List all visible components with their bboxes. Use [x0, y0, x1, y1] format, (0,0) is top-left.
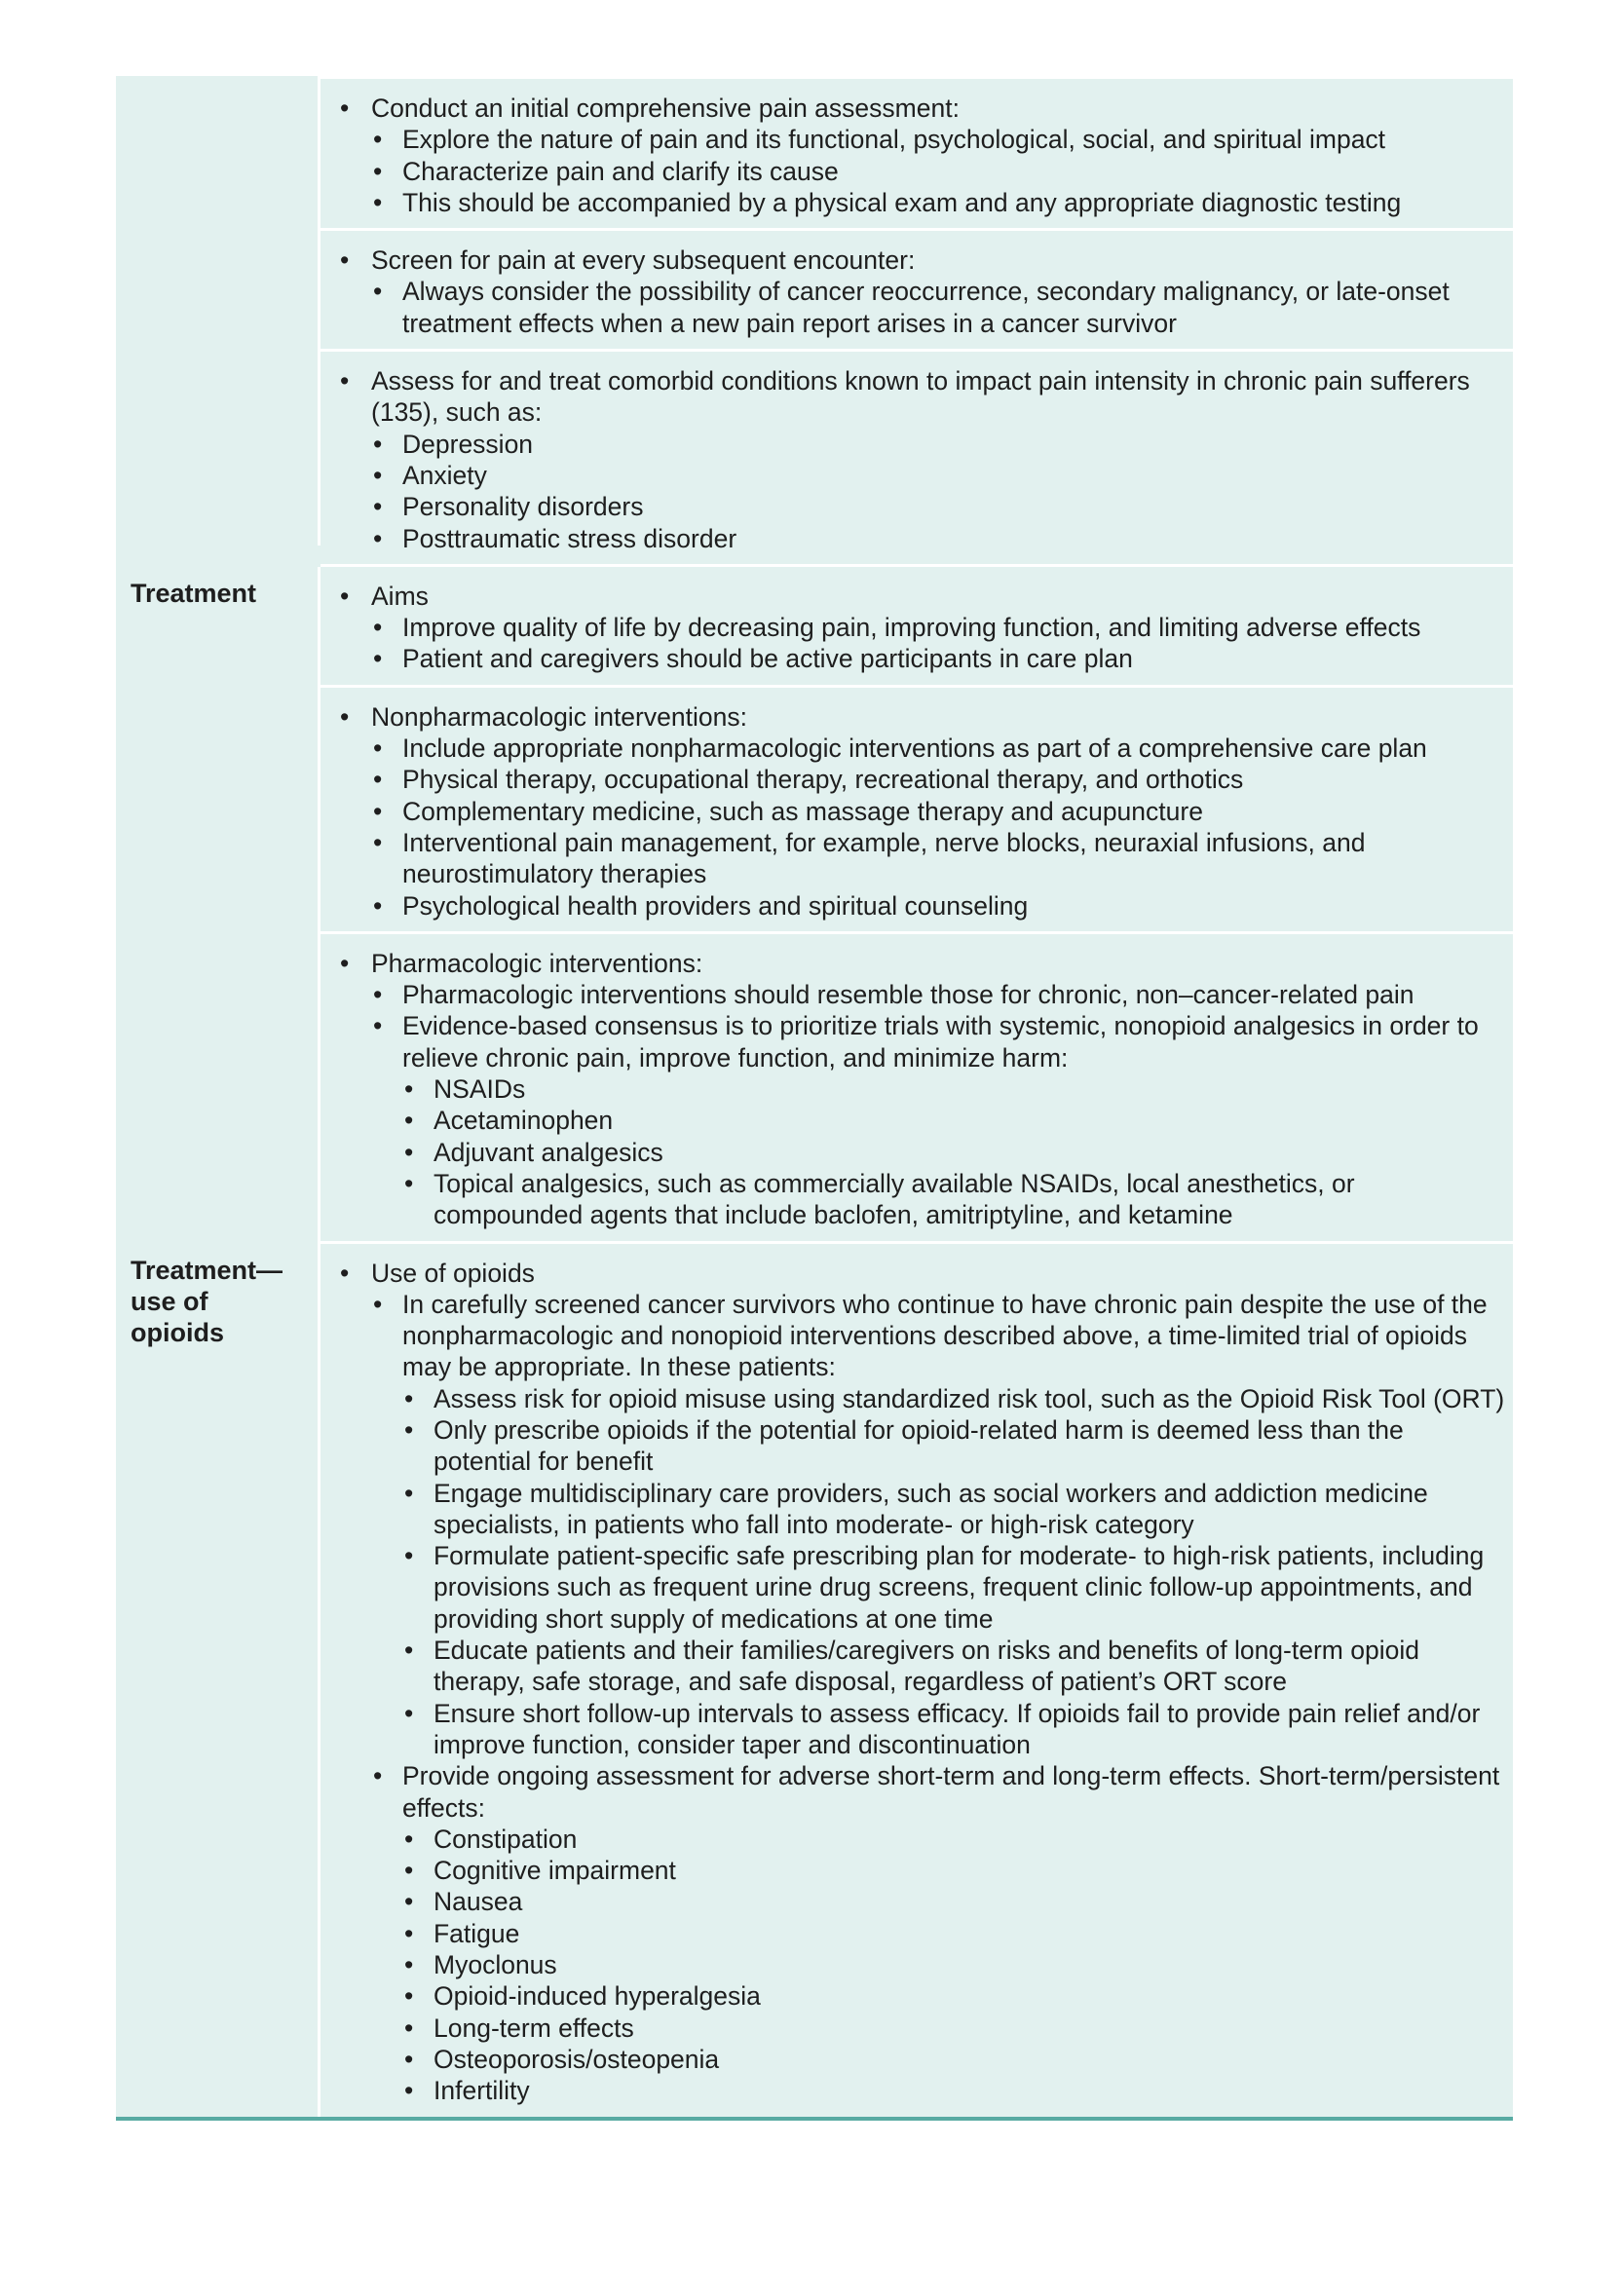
list-item: [402, 1137, 1505, 1168]
list-item-text: Patient and caregivers should be active participants in care plan: [402, 644, 1133, 674]
list-item-text: Evidence-based consensus is to prioritize trials with systemic, nonopioid analgesics in order to relieve chronic pain, improve function, and minimize harm:: [402, 1011, 1479, 1073]
list-item-text: Long-term effects: [434, 2013, 634, 2043]
list-item: [371, 523, 1505, 554]
list-item: [371, 643, 1505, 674]
list-item: [371, 187, 1505, 218]
list-item-text: Fatigue: [434, 1918, 520, 1948]
list-item-text: Ensure short follow-up intervals to assess efficacy. If opioids fail to provide pain relief and/or improve function, consider taper and discontinuation: [434, 1698, 1481, 1759]
list-item-text: In carefully screened cancer survivors who continue to have chronic pain despite the use of the nonpharmacologic and nonopioid interventions described above, a time-limited trial of opioids may be appropriate. In these patients:: [402, 1289, 1488, 1382]
nested-list: [371, 733, 1505, 922]
list-item: [402, 1540, 1505, 1635]
list-item-text: Personality disorders: [402, 492, 644, 522]
list-item: [338, 1258, 1505, 2107]
list-item-text: Educate patients and their families/caregivers on risks and benefits of long-term opioid therapy, safe storage, and safe disposal, regardless of patient’s ORT score: [434, 1636, 1419, 1697]
bullet-list: [338, 365, 1505, 554]
list-item-text: Acetaminophen: [434, 1106, 614, 1136]
row-label: [116, 76, 318, 87]
list-item: [338, 581, 1505, 675]
list-item-text: Complementary medicine, such as massage therapy and acupuncture: [402, 796, 1203, 826]
list-item-text: Only prescribe opioids if the potential for opioid-related harm is deemed less than the potential for benefit: [434, 1414, 1404, 1477]
list-item: [371, 612, 1505, 643]
list-item-text: Pharmacologic interventions should resemble those for chronic, non–cancer-related pain: [402, 980, 1415, 1010]
content-cell: [321, 934, 1513, 1244]
list-item: [402, 1478, 1505, 1541]
list-item-text: This should be accompanied by a physical exam and any appropriate diagnostic testing: [402, 187, 1402, 217]
list-item-text: Constipation: [434, 1824, 578, 1854]
list-item-text: Nausea: [434, 1887, 523, 1917]
list-item: [402, 1635, 1505, 1698]
list-item-text: Infertility: [434, 2076, 530, 2106]
list-item-text: NSAIDs: [434, 1074, 526, 1105]
list-item-text: Engage multidisciplinary care providers, such as social workers and addiction medicine specialists, in patients who fall into moderate- or high-risk category: [434, 1478, 1428, 1539]
list-item: [371, 1289, 1505, 1760]
bullet-list: [338, 1258, 1505, 2107]
list-item-text: Formulate patient-specific safe prescribing plan for moderate- to high-risk patients, including provisions such as frequent urine drug screens, frequent clinic follow-up appointments, and providing short supply of medications at one time: [434, 1541, 1485, 1634]
list-item: [402, 1980, 1505, 2012]
content-cell: [321, 76, 1513, 231]
list-item-text: Opioid-induced hyperalgesia: [434, 1981, 761, 2012]
list-item: [402, 1698, 1505, 1761]
list-item: [402, 1073, 1505, 1105]
list-item: [338, 93, 1505, 218]
bullet-list: [338, 701, 1505, 922]
list-item: [402, 2044, 1505, 2075]
list-item-text: Topical analgesics, such as commercially available NSAIDs, local anesthetics, or compounded agents that include baclofen, amitriptyline, and ketamine: [434, 1168, 1355, 1230]
row-label-cell: [116, 76, 321, 546]
content-cell: [321, 231, 1513, 352]
list-item-text: Screen for pain at every subsequent encounter:: [371, 245, 916, 276]
row-label-treatment: Treatment: [131, 578, 257, 608]
list-item-text: Interventional pain management, for example, nerve blocks, neuraxial infusions, and neurostimulatory therapies: [402, 827, 1366, 889]
list-item: [371, 1760, 1505, 2106]
list-item: [338, 365, 1505, 554]
nested-list: [371, 612, 1505, 675]
list-item-text: Anxiety: [402, 460, 487, 490]
nested-list: [371, 1289, 1505, 2107]
list-item-text: Include appropriate nonpharmacologic interventions as part of a comprehensive care plan: [402, 734, 1427, 764]
bullet-list: [338, 93, 1505, 218]
list-item-text: Depression: [402, 429, 534, 459]
row-content: [321, 1244, 1513, 2117]
list-item: [371, 491, 1505, 522]
content-cell: [321, 688, 1513, 934]
nested-list: [402, 1824, 1505, 2107]
list-item: [402, 1383, 1505, 1414]
list-item-text: Nonpharmacologic interventions:: [371, 701, 747, 732]
list-item-text: Always consider the possibility of cancer reoccurrence, secondary malignancy, or late-onset treatment effects when a new pain report arises in a cancer survivor: [402, 277, 1450, 338]
list-item: [371, 429, 1505, 460]
list-item: [371, 276, 1505, 339]
content-cell: [321, 567, 1513, 688]
list-item: [338, 948, 1505, 1231]
list-item: [402, 2013, 1505, 2044]
list-item: [371, 460, 1505, 491]
list-item: [402, 1949, 1505, 1980]
list-item: [338, 701, 1505, 922]
row-label-cell: [116, 1244, 321, 2117]
list-item: [402, 1824, 1505, 1855]
list-item-text: Improve quality of life by decreasing pain, improving function, and limiting adverse effects: [402, 613, 1421, 643]
bullet-list: [338, 948, 1505, 1231]
list-item: [402, 1105, 1505, 1136]
content-cell: [321, 1244, 1513, 2117]
list-item-text: Cognitive impairment: [434, 1856, 676, 1886]
list-item: [371, 764, 1505, 795]
nested-list: [371, 276, 1505, 339]
list-item: [371, 1010, 1505, 1230]
list-item: [402, 1414, 1505, 1478]
list-item-text: Posttraumatic stress disorder: [402, 523, 737, 553]
bullet-list: [338, 581, 1505, 675]
nested-list: [371, 124, 1505, 218]
list-item: [338, 245, 1505, 339]
content-cell: [321, 352, 1513, 567]
list-item-text: Myoclonus: [434, 1950, 557, 1980]
list-item-text: Physical therapy, occupational therapy, recreational therapy, and orthotics: [402, 765, 1244, 795]
list-item: [371, 890, 1505, 922]
list-item-text: Pharmacologic interventions:: [371, 948, 703, 978]
nested-list: [402, 1383, 1505, 1761]
list-item: [371, 156, 1505, 187]
list-item: [402, 1855, 1505, 1886]
list-item: [371, 796, 1505, 827]
guideline-table: [116, 76, 1513, 2121]
list-item: [371, 979, 1505, 1010]
nested-list: [371, 429, 1505, 554]
list-item: [371, 124, 1505, 155]
list-item-text: Characterize pain and clarify its cause: [402, 156, 839, 186]
row-label-cell: [116, 567, 321, 1244]
bullet-list: [338, 245, 1505, 339]
row-content: [321, 567, 1513, 1244]
list-item: [402, 1886, 1505, 1917]
list-item: [402, 1168, 1505, 1231]
row-label-treatment-opioids: Treatment— use of opioids: [131, 1255, 283, 1347]
list-item: [402, 2075, 1505, 2106]
row-content: [321, 76, 1513, 567]
list-item-text: Assess risk for opioid misuse using standardized risk tool, such as the Opioid Risk Tool (ORT): [434, 1383, 1505, 1413]
list-item-text: Assess for and treat comorbid conditions known to impact pain intensity in chronic pain sufferers (135), such as:: [371, 366, 1470, 428]
nested-list: [402, 1073, 1505, 1230]
list-item: [371, 733, 1505, 764]
list-item-text: Adjuvant analgesics: [434, 1137, 663, 1167]
list-item-text: Provide ongoing assessment for adverse short-term and long-term effects. Short-term/persistent effects:: [402, 1761, 1500, 1823]
list-item-text: Conduct an initial comprehensive pain assessment:: [371, 94, 960, 123]
list-item-text: Aims: [371, 581, 429, 611]
nested-list: [371, 979, 1505, 1230]
list-item: [371, 827, 1505, 890]
list-item-text: Psychological health providers and spiritual counseling: [402, 890, 1029, 921]
list-item: [402, 1918, 1505, 1949]
list-item-text: Osteoporosis/osteopenia: [434, 2044, 720, 2074]
list-item-text: Explore the nature of pain and its functional, psychological, social, and spiritual impact: [402, 125, 1386, 155]
list-item-text: Use of opioids: [371, 1258, 535, 1288]
